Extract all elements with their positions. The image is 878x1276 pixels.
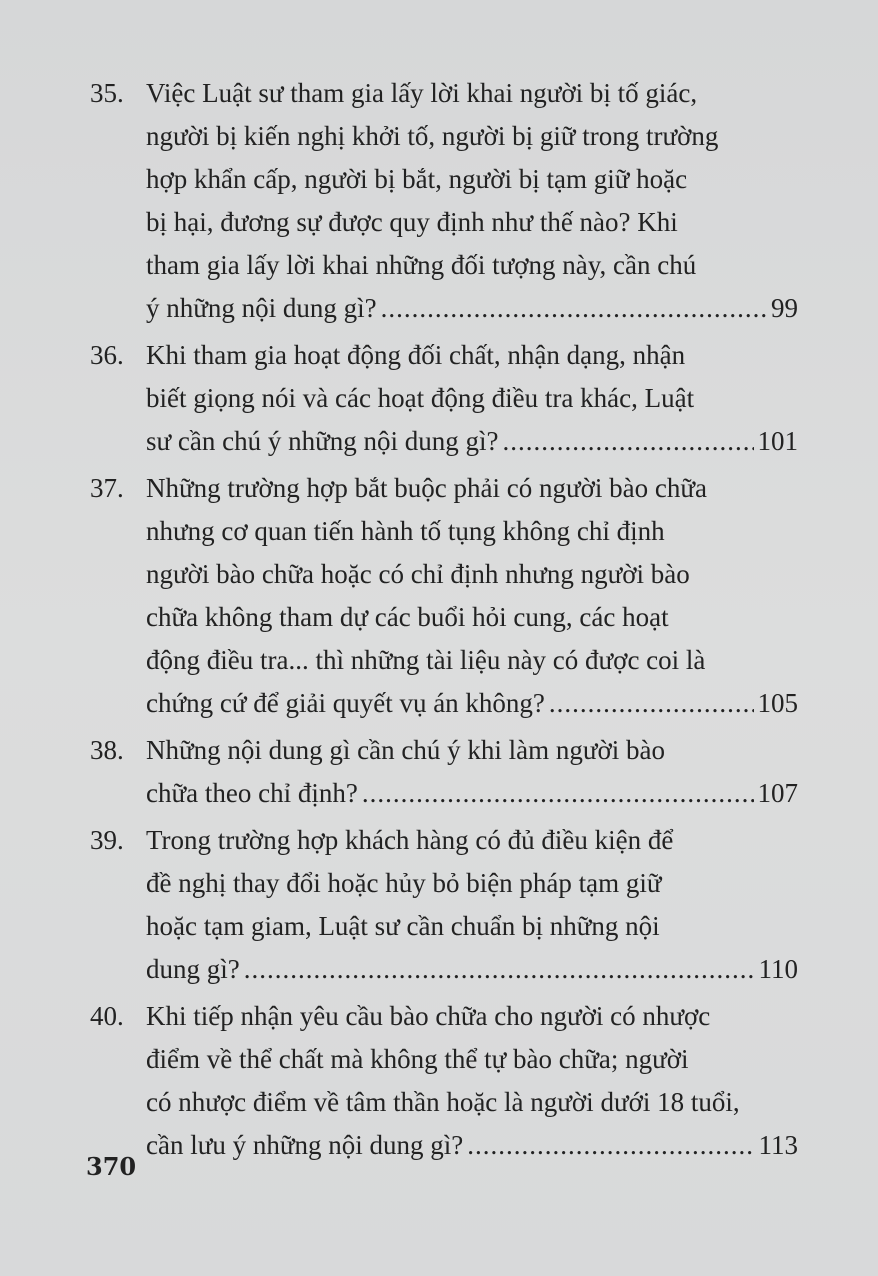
entry-page-ref: 107 (757, 778, 798, 808)
entry-line: Trong trường hợp khách hàng có đủ điều kiện để (146, 825, 674, 855)
entry-line: đề nghị thay đổi hoặc hủy bỏ biện pháp tạm giữ (146, 868, 662, 898)
entry-line: động điều tra... thì những tài liệu này có được coi là (146, 645, 706, 675)
entry-text (146, 334, 798, 463)
dot-leader (467, 1124, 754, 1167)
toc-entry (0, 72, 878, 330)
entry-text (146, 72, 798, 330)
entry-line: chữa không tham dự các buổi hỏi cung, các hoạt (146, 602, 669, 632)
entry-line: Việc Luật sư tham gia lấy lời khai người bị tố giác, (146, 78, 698, 108)
entry-line: cần lưu ý những nội dung gì? (146, 1130, 464, 1160)
entry-last-line (146, 287, 798, 330)
entry-page-ref: 101 (757, 426, 798, 456)
entry-line: nhưng cơ quan tiến hành tố tụng không chỉ định (146, 516, 665, 546)
entry-page-ref: 99 (771, 293, 798, 323)
entry-line: tham gia lấy lời khai những đối tượng này, cần chú (146, 250, 697, 280)
entry-line: điểm về thể chất mà không thể tự bào chữa; người (146, 1044, 689, 1074)
entry-last-line (146, 1124, 798, 1167)
entry-text (146, 729, 798, 815)
toc-entry (0, 467, 878, 725)
entry-line: Những nội dung gì cần chú ý khi làm người bào (146, 735, 665, 765)
entry-line: người bào chữa hoặc có chỉ định nhưng người bào (146, 559, 690, 589)
entry-last-line (146, 682, 798, 725)
page-number: 370 (86, 1152, 137, 1181)
entry-number: 35. (90, 78, 124, 108)
dot-leader (381, 287, 767, 330)
entry-line: hợp khẩn cấp, người bị bắt, người bị tạm giữ hoặc (146, 164, 688, 194)
entry-last-line (146, 948, 798, 991)
entry-line: hoặc tạm giam, Luật sư cần chuẩn bị những nội (146, 911, 660, 941)
entry-line: Những trường hợp bắt buộc phải có người bào chữa (146, 473, 708, 503)
table-of-contents (0, 72, 878, 1171)
dot-leader (244, 948, 755, 991)
entry-line: sư cần chú ý những nội dung gì? (146, 426, 499, 456)
dot-leader (362, 772, 754, 815)
entry-text (146, 995, 798, 1167)
toc-entry (0, 995, 878, 1167)
dot-leader (502, 420, 753, 463)
entry-line: Khi tiếp nhận yêu cầu bào chữa cho người có nhược (146, 1001, 711, 1031)
entry-text (146, 819, 798, 991)
entry-line: Khi tham gia hoạt động đối chất, nhận dạng, nhận (146, 340, 686, 370)
toc-entry (0, 819, 878, 991)
entry-page-ref: 110 (758, 954, 798, 984)
entry-line: chữa theo chỉ định? (146, 778, 358, 808)
entry-number: 40. (90, 1001, 124, 1031)
toc-entry (0, 729, 878, 815)
entry-line: bị hại, đương sự được quy định như thế nào? Khi (146, 207, 678, 237)
entry-line: dung gì? (146, 954, 240, 984)
entry-line: ý những nội dung gì? (146, 293, 377, 323)
entry-last-line (146, 772, 798, 815)
entry-line: có nhược điểm về tâm thần hoặc là người dưới 18 tuổi, (146, 1087, 740, 1117)
entry-line: chứng cứ để giải quyết vụ án không? (146, 688, 545, 718)
entry-text (146, 467, 798, 725)
entry-line: biết giọng nói và các hoạt động điều tra khác, Luật (146, 383, 695, 413)
entry-last-line (146, 420, 798, 463)
entry-number: 36. (90, 340, 124, 370)
entry-number: 38. (90, 735, 124, 765)
toc-entry (0, 334, 878, 463)
entry-number: 39. (90, 825, 124, 855)
entry-page-ref: 113 (758, 1130, 798, 1160)
entry-line: người bị kiến nghị khởi tố, người bị giữ trong trường (146, 121, 719, 151)
entry-number: 37. (90, 473, 124, 503)
dot-leader (549, 682, 754, 725)
entry-page-ref: 105 (757, 688, 798, 718)
